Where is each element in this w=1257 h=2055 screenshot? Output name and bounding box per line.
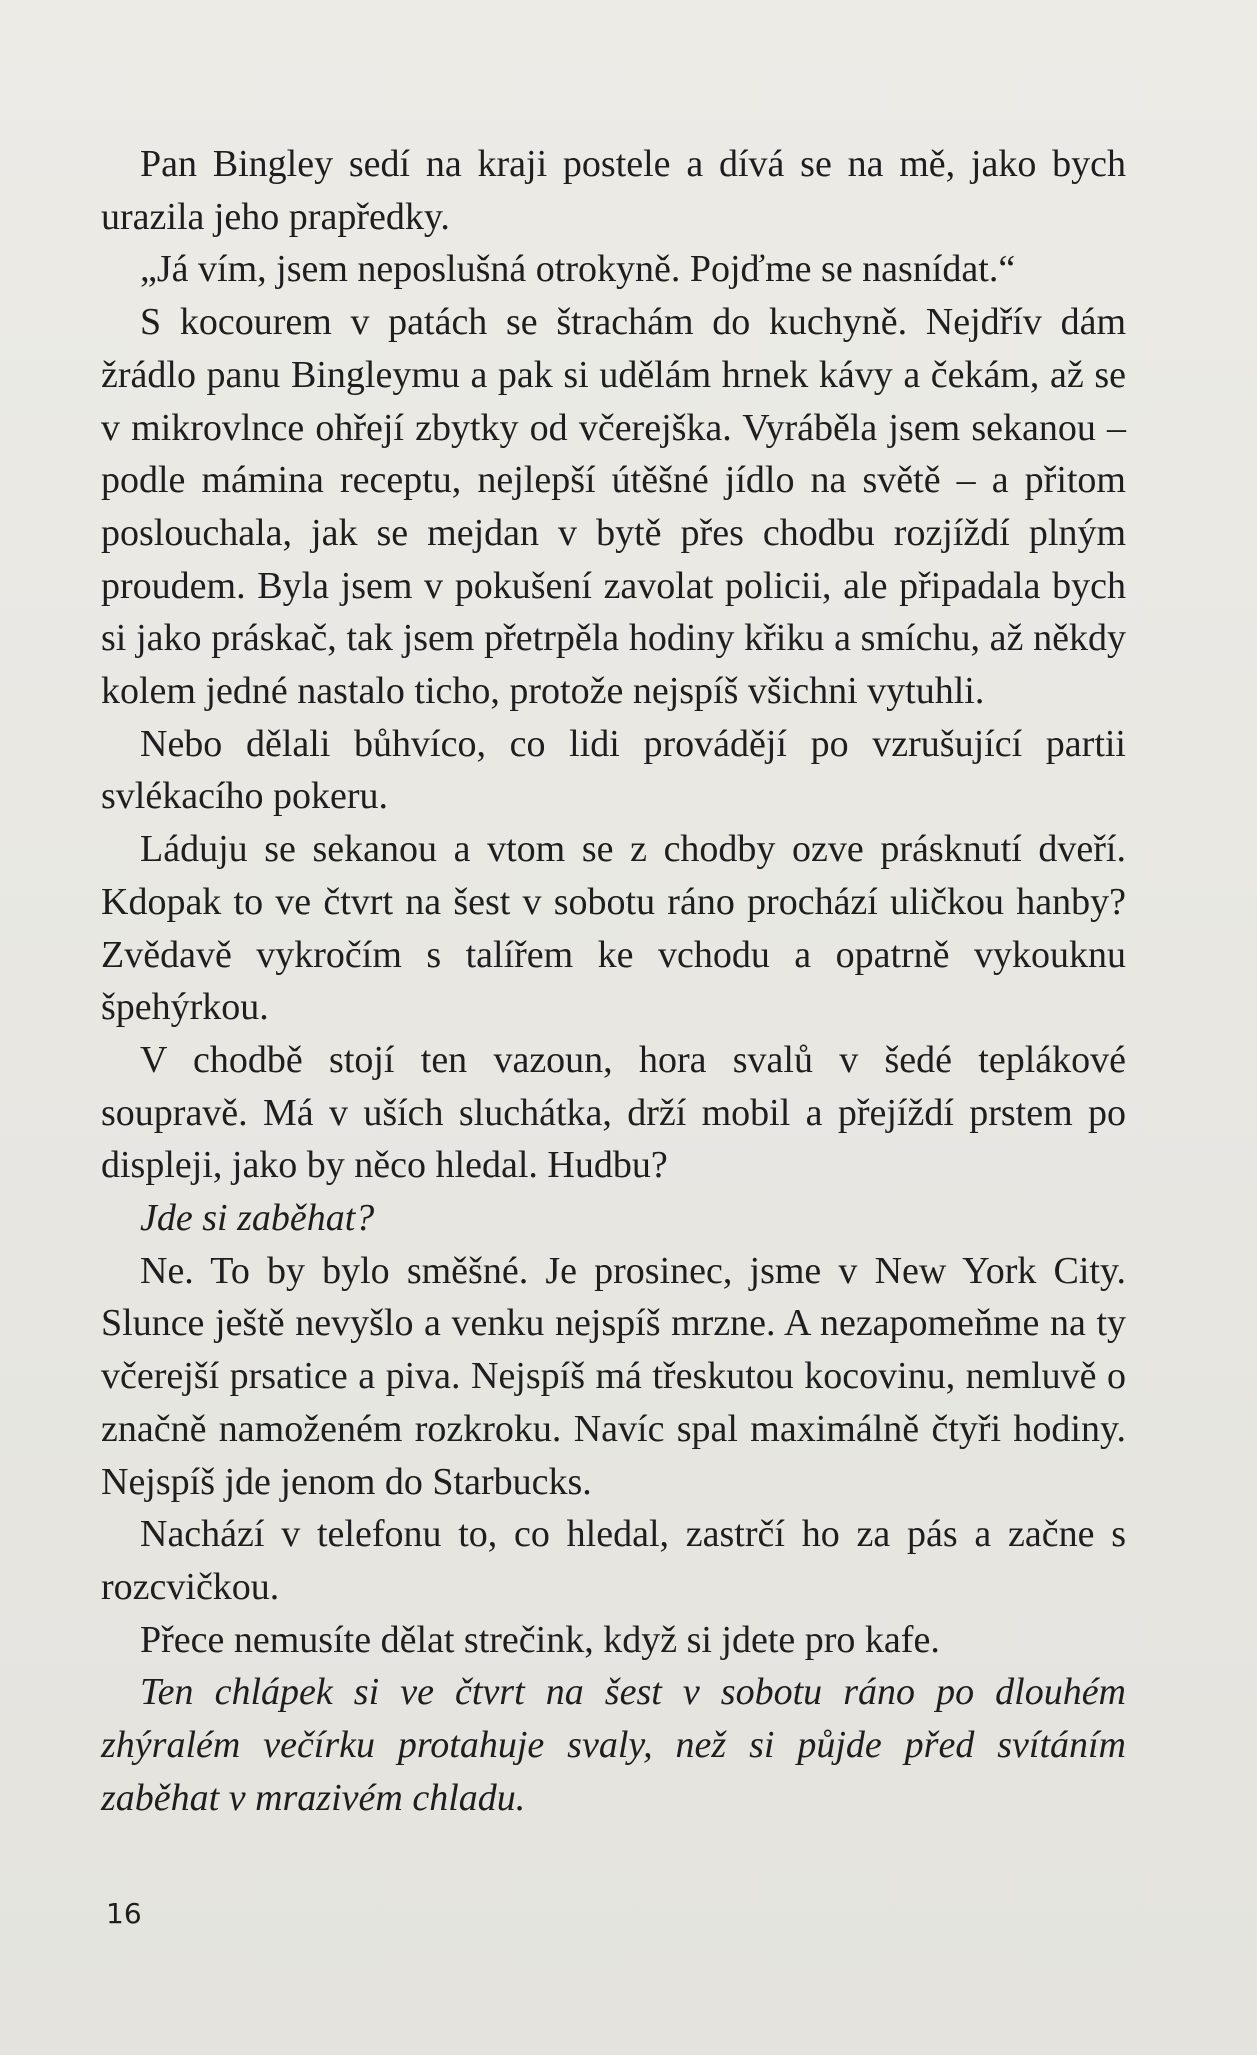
- paragraph: Ne. To by bylo směšné. Je prosinec, jsme v New York City. Slunce ještě nevyšlo a venku nejspíš mrzne. A nezapomeňme na ty včerejší prsatice a piva. Nejspíš má třeskutou kocovinu, nemluvě o značně namoženém rozkroku. Navíc spal maximálně čtyři hodiny. Nejspíš jde jenom do Starbucks.: [101, 1249, 1126, 1503]
- paragraph: Láduju se sekanou a vtom se z chodby ozve prásknutí dveří. Kdopak to ve čtvrt na šest v sobotu ráno prochází uličkou hanby? Zvědavě vykročím s talířem ke vchodu a opatrně vykouknu špehýrkou.: [101, 828, 1126, 1029]
- paragraph: S kocourem v patách se štrachám do kuchyně. Nejdřív dám žrádlo panu Bingleymu a pak si udělám hrnek kávy a čekám, až se v mikrovlnce ohřejí zbytky od včerejška. Vyráběla jsem sekanou – podle mámina receptu, nejlepší útěšné jídlo na světě – a přitom poslouchala, jak se mejdan v bytě přes chodbu rozjíždí plným proudem. Byla jsem v pokušení zavolat policii, ale připadala bych si jako práskač, tak jsem přetrpěla hodiny křiku a smíchu, až někdy kolem jedné nastalo ticho, protože nejspíš všichni vytuhli.: [101, 301, 1126, 713]
- italic-paragraph: Ten chlápek si ve čtvrt na šest v sobotu ráno po dlouhém zhýralém večírku protahuje svaly, než si půjde před svítáním zaběhat v mrazivém chladu.: [101, 1671, 1126, 1819]
- paragraph: Nebo dělali bůhvíco, co lidi provádějí po vzrušující partii svlékacího pokeru.: [101, 722, 1126, 818]
- paragraph: Nachází v telefonu to, co hledal, zastrčí ho za pás a začne s rozcvičkou.: [101, 1513, 1126, 1608]
- italic-paragraph: Jde si zaběhat?: [140, 1197, 375, 1240]
- page-number: 16: [106, 1897, 142, 1930]
- body-text: [101, 138, 1126, 1825]
- paragraph: Pan Bingley sedí na kraji postele a dívá se na mě, jako bych urazila jeho prapředky.: [101, 143, 1126, 238]
- paragraph: Přece nemusíte dělat strečink, když si jdete pro kafe.: [140, 1618, 940, 1661]
- paragraph: V chodbě stojí ten vazoun, hora svalů v šedé teplákové soupravě. Má v uších sluchátka, drží mobil a přejíždí prstem po displeji, jako by něco hledal. Hudbu?: [101, 1038, 1126, 1187]
- paragraph: „Já vím, jsem neposlušná otrokyně. Pojďme se nasnídat.“: [140, 248, 1016, 291]
